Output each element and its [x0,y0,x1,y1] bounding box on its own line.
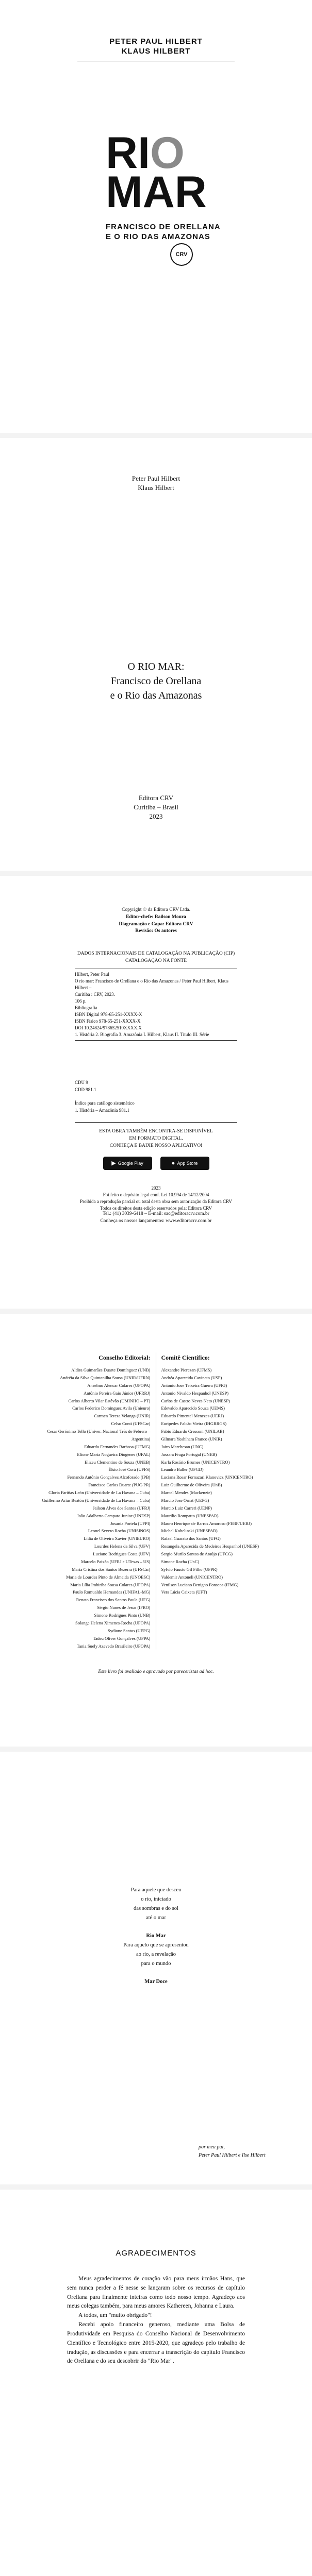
dedication-line [0,1969,312,1978]
committee-member: Antonio Nivaldo Hespanhol (UNESP) [161,1390,229,1396]
cover-title-line1: RIO [106,128,185,178]
legal-notice [0,1185,312,1212]
cover-page [0,0,312,438]
council-member: Andréia da Silva Quintanilha Sousa (UNIR/UFRN) [60,1375,151,1380]
imprint-year: 2023 [149,812,163,821]
council-member: João Adalberto Campato Junior (UNESP) [77,1513,151,1518]
committee-member: Rosangela Aparecida de Medeiros Hespanhol (UNESP) [161,1544,259,1549]
committee-member: Maurilio Rompatto (UNESPAR) [161,1513,219,1518]
dedication-text [0,1886,312,1987]
committee-member: Valdemir Antoneli (UNICENTRO) [161,1574,223,1580]
cover-subtitle-line1: FRANCISCO DE ORELLANA [106,223,221,231]
committee-member: Antonio Jose Teixeira Guerra (UFRJ) [161,1382,227,1388]
council-member: Tadeu Oliver Gonçalves (UFPA) [93,1635,151,1641]
council-member: Solange Helena Ximenes-Rocha (UFOPA) [75,1620,151,1625]
copyright-credits [0,907,312,935]
committee-member: Vera Lúcia Caixeta (UFT) [161,1589,207,1595]
cover-title [106,128,207,217]
council-member: Carmen Tereza Velanga (UNIR) [94,1413,151,1419]
dedication-line: Mar Doce [144,1979,168,1985]
cover-author-2: KLAUS HILBERT [121,47,191,56]
ack-paragraph: Meus agradecimentos de coração vão para meus irmãos Hans, que sem nunca perder a fé nesse se lançaram sobre os recursos de capítulo Orellana para finalmente inteiras como todo nosso tempo. Agradeço aos meus colegas também, para meus amores Kathereen, Johanna e Laura. [67,2276,245,2310]
contact-line: Conheça os nossos lançamentos: www.editoracrv.com.br [100,1218,212,1224]
dedication-line: Para aquele que desceu [130,1887,182,1893]
council-member: Maria de Lourdes Pinto de Almeida (UNOESC) [66,1574,151,1580]
council-member: Eduardo Fernandes Barbosa (UFMG) [84,1444,151,1449]
cdu-line: CDU 9 [75,1080,88,1085]
dedication-line: das sombras e do sol [134,1905,178,1911]
half-author-1: Peter Paul Hilbert [132,474,180,482]
council-member: Paulo Romualdo Hernandes (UNIFAL-MG) [73,1589,151,1595]
law-line: Foi feito o depósito legal conf. Lei 10.994 de 14/12/2004 [103,1192,209,1198]
cip-line: 106 p. [75,998,87,1004]
council-member: Renato Francisco dos Santos Paula (UFG) [76,1597,151,1603]
cip-record [75,969,237,1041]
council-member: Gloria Fariñas León (Universidade de La Havana – Cuba) [48,1490,151,1495]
council-member: Carlos Alberto Vilar Estêvão (UMINHO – PT) [68,1398,151,1403]
committee-member: Andréa Aparecida Cavinato (USP) [161,1375,222,1380]
committee-member: Marcel Mendes (Mackenzie) [161,1490,212,1495]
council-member: Sérgio Nunes de Jesus (IFRO) [97,1605,151,1611]
google-play-badge[interactable] [103,1157,152,1170]
law-line: 2023 [151,1185,161,1191]
council-member: Celso Conti (UFSCar) [111,1421,151,1427]
dedication-line: Para aquelo que se apresentou [123,1942,189,1948]
cover-subtitle-line2: E O RIO DAS AMAZONAS [106,232,210,241]
index-line: Índice para catálogo sistemático [75,1100,135,1106]
committee-member: Luiz Guilherme de Oliveira (UnB) [161,1482,222,1488]
systematic-index [75,1100,237,1114]
divider [75,1122,237,1123]
cip-line: DOI 10.24824/978652510XXXX.X [75,1025,142,1031]
committee-member: Luciana Rosar Fornazari Klanovicz (UNICENTRO) [161,1475,253,1480]
editor-line: Editor-chefe: Railson Moura [126,914,186,920]
committee-member: Euripedes Falcão Vieira (IHGRRGS) [161,1421,227,1427]
council-columns [28,1352,284,1650]
council-member: Élsio José Corá (UFFS) [108,1467,151,1472]
cip-line: Hilbert, Peter Paul [75,972,109,977]
committee-member: Fabio Eduardo Cressoni (UNILAB) [161,1429,224,1434]
dedication-line: o rio, iniciado [141,1896,171,1902]
committee-member: Eduardo Pimentel Menezes (UERJ) [161,1413,224,1419]
council-member: Maria Lília Imbiriba Sousa Colares (UFOPA) [70,1582,151,1587]
dedication-line: até o mar [145,1914,167,1921]
peer-review-note: Este livro foi avaliado e aprovado por pareceristas ad hoc. [98,1669,214,1674]
council-member: Guillermo Arias Beatón (Universidade de La Havana – Cuba) [42,1497,151,1503]
council-member: Elione Maria Nogueira Diogenes (UFAL) [77,1451,151,1457]
publisher-contact [0,1211,312,1225]
cover-author-1: PETER PAUL HILBERT [109,37,203,46]
imprint-city: Curitiba – Brasil [134,803,178,811]
committee-member: Jairo Marchesan (UNC) [161,1444,204,1449]
cip-heading-line1: DADOS INTERNACIONAIS DE CATALOGAÇÃO NA PUBLICAÇÃO (CIP) [77,951,235,956]
committee-member: Carlos de Castro Neves Neto (UNESP) [161,1398,230,1403]
cip-line: Curitiba : CRV, 2023. [75,992,115,997]
cip-heading [0,951,312,965]
half-author-2: Klaus Hilbert [138,484,174,492]
ebook-line: EM FORMATO DIGITAL. [129,1136,183,1141]
imprint-publisher: Editora CRV [138,794,174,802]
council-member: Francisco Carlos Duarte (PUC-PR) [88,1482,151,1488]
council-member: Luciano Rodrigues Costa (UFV) [93,1551,151,1556]
app-store-badge[interactable] [160,1157,209,1170]
acknowledgments-title: AGRADECIMENTOS [116,2249,196,2258]
editorial-board-column [28,1352,156,1650]
committee-member: Edevaldo Aparecido Souza (UEMS) [161,1405,225,1411]
committee-member: Marcio Jose Ornat (UEPG) [161,1497,209,1503]
ack-paragraph: Recebi apoio financeiro generoso, mediante uma Bolsa de Produtividade em Pesquisa do Conselho Nacional de Desenvolvimento Científico e Tecnológico entre 2015-2020, que agradeço pelo trabalho de tradução, as discussões e para encerrar a transcrição do capítulo Francisco de Orellana e do seu descobrir do "Rio Mar". [67,2321,245,2365]
editorial-council-page [0,1314,312,1752]
app-store-label: App Store [177,1161,198,1166]
cip-line: ISBN Físico 978-65-251-XXXX-X [75,1019,141,1024]
council-member: Marcelo Paixão (UFRJ e UTexas – US) [81,1558,151,1564]
cip-line: 1. História 2. Biografia 3. Amazônia I. Hilbert, Klaus II. Título III. Série [75,1032,209,1038]
half-title-imprint [0,793,312,822]
council-member: Josania Portela (UFPI) [110,1520,151,1526]
half-title-page [0,438,312,876]
acknowledgments-page [0,2190,312,2576]
council-member: Tania Suely Azevedo Brasileiro (UFOPA) [76,1643,151,1649]
cip-line: O rio mar: Francisco de Orellana e o Rio das Amazonas / Peter Paul Hilbert, Klaus Hilbert – [75,978,228,991]
council-member: Lídia de Oliveira Xavier (UNIEURO) [84,1536,151,1541]
half-title-authors [0,474,312,493]
scientific-committee-heading: Comitê Científico: [161,1354,210,1361]
apple-icon: ● [171,1160,175,1166]
ebook-line: CONHEÇA E BAIXE NOSSO APLICATIVO! [109,1143,203,1148]
council-member: Leonel Severo Rocha (UNISINOS) [88,1528,151,1534]
council-member: Simone Rodrigues Pinto (UNB) [94,1613,151,1618]
cover-subtitle [106,223,221,242]
contact-line: Tel.: (41) 3039-6418 – E-mail: sac@editoracrv.com.br [103,1211,209,1216]
copyright-line: Copyright © da Editora CRV Ltda. [122,907,190,912]
scientific-committee-column [156,1352,284,1650]
council-member: Lourdes Helena da Silva (UFV) [94,1544,151,1549]
dedication-line: ao rio, a revelação [136,1951,176,1957]
committee-member: Sergio Murilo Santos de Araújo (UFCG) [161,1551,233,1556]
index-line: 1. História – Amazônia 981.1 [75,1107,129,1113]
google-play-label: Google Play [118,1161,143,1166]
half-title-line1: O RIO MAR: [127,661,185,672]
dedication-line: Rio Mar [146,1933,166,1939]
committee-member: Mauro Henrique de Barros Amoroso (FEBF/UERJ) [161,1520,252,1526]
half-title-line2: Francisco de Orellana [110,675,202,687]
acknowledgments-body [67,2275,245,2366]
committee-member: Simone Rocha (UnC) [161,1558,200,1564]
committee-member: Michel Kobelinski (UNESPAR) [161,1528,218,1534]
council-member: Carlos Federico Dominguez Avila (Unieuro) [72,1405,151,1411]
committee-member: Venilson Luciano Benigno Fonseca (IFMG) [161,1582,239,1587]
committee-member: Gilmara Yoshihara Franco (UNIR) [161,1436,222,1442]
cip-heading-line2: CATALOGAÇÃO NA FONTE [125,958,187,963]
review-line: Revisão: Os autores [135,928,177,934]
half-title-line3: e o Rio das Amazonas [110,690,202,701]
half-title-text [0,659,312,703]
signature-line: por meu pai, [199,2144,225,2150]
law-line: Proibida a reprodução parcial ou total desta obra sem autorização da Editora CRV [80,1199,232,1205]
cip-classification [75,1079,237,1093]
editorial-board-heading: Conselho Editorial: [98,1354,151,1361]
app-stores [0,1157,312,1170]
committee-member: Marcio Luiz Carreri (UENP) [161,1505,212,1511]
dedication-line: para o mundo [141,1960,171,1967]
signature-line: Peter Paul Hilbert e Ilse Hilbert [199,2152,266,2158]
cdd-line: CDD 981.1 [75,1087,96,1092]
cip-line: Bibliografia [75,1005,97,1011]
council-member: Maria Cristina dos Santos Bezerra (UFSCar) [72,1566,151,1572]
committee-member: Rafael Guarato dos Santos (UFG) [161,1536,221,1541]
council-member: Anselmo Alencar Colares (UFOPA) [87,1382,151,1388]
law-line: Todos os direitos desta edição reservados pela: Editora CRV [100,1206,212,1211]
cip-line: ISBN Digital 978-65-251-XXXX-X [75,1012,142,1018]
ack-paragraph: A todos, um "muito obrigado"! [78,2312,152,2319]
committee-member: Sylvio Fausto Gil Filho (UFPR) [161,1566,218,1572]
dedication-page [0,1752,312,2190]
committee-member: Alexandre Pierezan (UFMS) [161,1367,212,1372]
council-member: Cesar Gerónimo Tello (Univer. Nacional Três de Febrero – Argentina) [47,1429,151,1442]
play-icon: ▶ [111,1160,116,1166]
dedication-line [0,1922,312,1931]
layout-line: Diagramação e Capa: Editora CRV [119,921,193,927]
council-member: Aldira Guimarães Duarte Domínguez (UNB) [71,1367,151,1372]
committee-member: Karla Rosário Brumes (UNICENTRO) [161,1459,230,1465]
cover-title-line2: MAR [106,167,207,217]
dedication-signature [199,2143,266,2159]
copyright-page [0,876,312,1314]
council-member: Antônio Pereira Gaio Júnior (UFRRJ) [84,1390,151,1396]
committee-member: Jussara Fraga Portugal (UNEB) [161,1451,217,1457]
cover-authors [0,36,312,57]
council-member: Jailson Alves dos Santos (UFRJ) [93,1505,151,1511]
council-member: Elizeu Clementino de Souza (UNEB) [85,1459,151,1465]
publisher-logo: CRV [170,243,193,266]
ebook-notice [0,1128,312,1149]
committee-member: Leandro Baller (UFGD) [161,1467,204,1472]
council-member: Fernando Antônio Gonçalves Alcoforado (IPB) [67,1475,151,1480]
ebook-line: ESTA OBRA TAMBÉM ENCONTRA-SE DISPONÍVEL [99,1129,213,1134]
council-member: Sydione Santos (UEPG) [107,1628,151,1633]
